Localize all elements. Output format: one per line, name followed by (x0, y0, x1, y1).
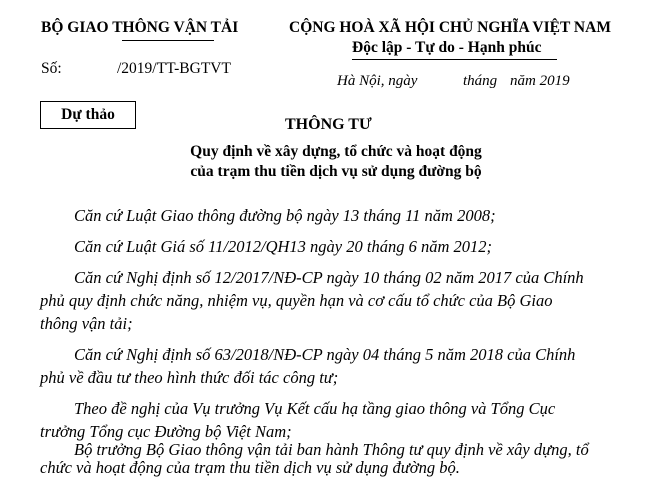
body-line: trưởng Tổng cục Đường bộ Việt Nam; (40, 422, 292, 441)
document-number (41, 60, 231, 78)
subject-line-2: của trạm thu tiền dịch vụ sử dụng đường bộ (190, 163, 482, 180)
body-line: phủ quy định chức năng, nhiệm vụ, quyền hạn và cơ cấu tổ chức của Bộ Giao (40, 291, 553, 310)
draft-label-box: Dự thảo (40, 101, 136, 129)
place-date-place: Hà Nội, ngày (337, 73, 418, 89)
body-line: thông vận tải; (40, 314, 133, 333)
body-line: Căn cứ Luật Giá số 11/2012/QH13 ngày 20 tháng 6 năm 2012; (74, 237, 492, 256)
motto-underline (352, 59, 557, 60)
document-type-title: THÔNG TƯ (285, 116, 372, 133)
place-date-month: tháng (463, 73, 498, 89)
republic-name: CỘNG HOÀ XÃ HỘI CHỦ NGHĨA VIỆT NAM (289, 19, 611, 36)
national-motto: Độc lập - Tự do - Hạnh phúc (352, 39, 542, 56)
body-line: Bộ trưởng Bộ Giao thông vận tải ban hành Thông tư quy định về xây dựng, tổ (74, 440, 589, 459)
body-line: phủ về đầu tư theo hình thức đối tác công tư; (40, 368, 339, 387)
ministry-underline (122, 40, 214, 41)
body-line: Căn cứ Luật Giao thông đường bộ ngày 13 tháng 11 năm 2008; (74, 206, 496, 225)
body-line: Căn cứ Nghị định số 12/2017/NĐ-CP ngày 10 tháng 02 năm 2017 của Chính (74, 268, 584, 287)
ministry-name: BỘ GIAO THÔNG VẬN TẢI (41, 19, 239, 36)
place-date-year: năm 2019 (510, 73, 570, 89)
number-label: Số: (41, 60, 62, 77)
body-line: Theo đề nghị của Vụ trưởng Vụ Kết cấu hạ tầng giao thông và Tổng Cục (74, 399, 556, 418)
number-code: /2019/TT-BGTVT (117, 60, 231, 77)
body-line: Căn cứ Nghị định số 63/2018/NĐ-CP ngày 04 tháng 5 năm 2018 của Chính (74, 345, 576, 364)
body-line: chức và hoạt động của trạm thu tiền dịch vụ sử dụng đường bộ. (40, 458, 460, 477)
subject-line-1: Quy định về xây dựng, tổ chức và hoạt động (190, 143, 482, 160)
